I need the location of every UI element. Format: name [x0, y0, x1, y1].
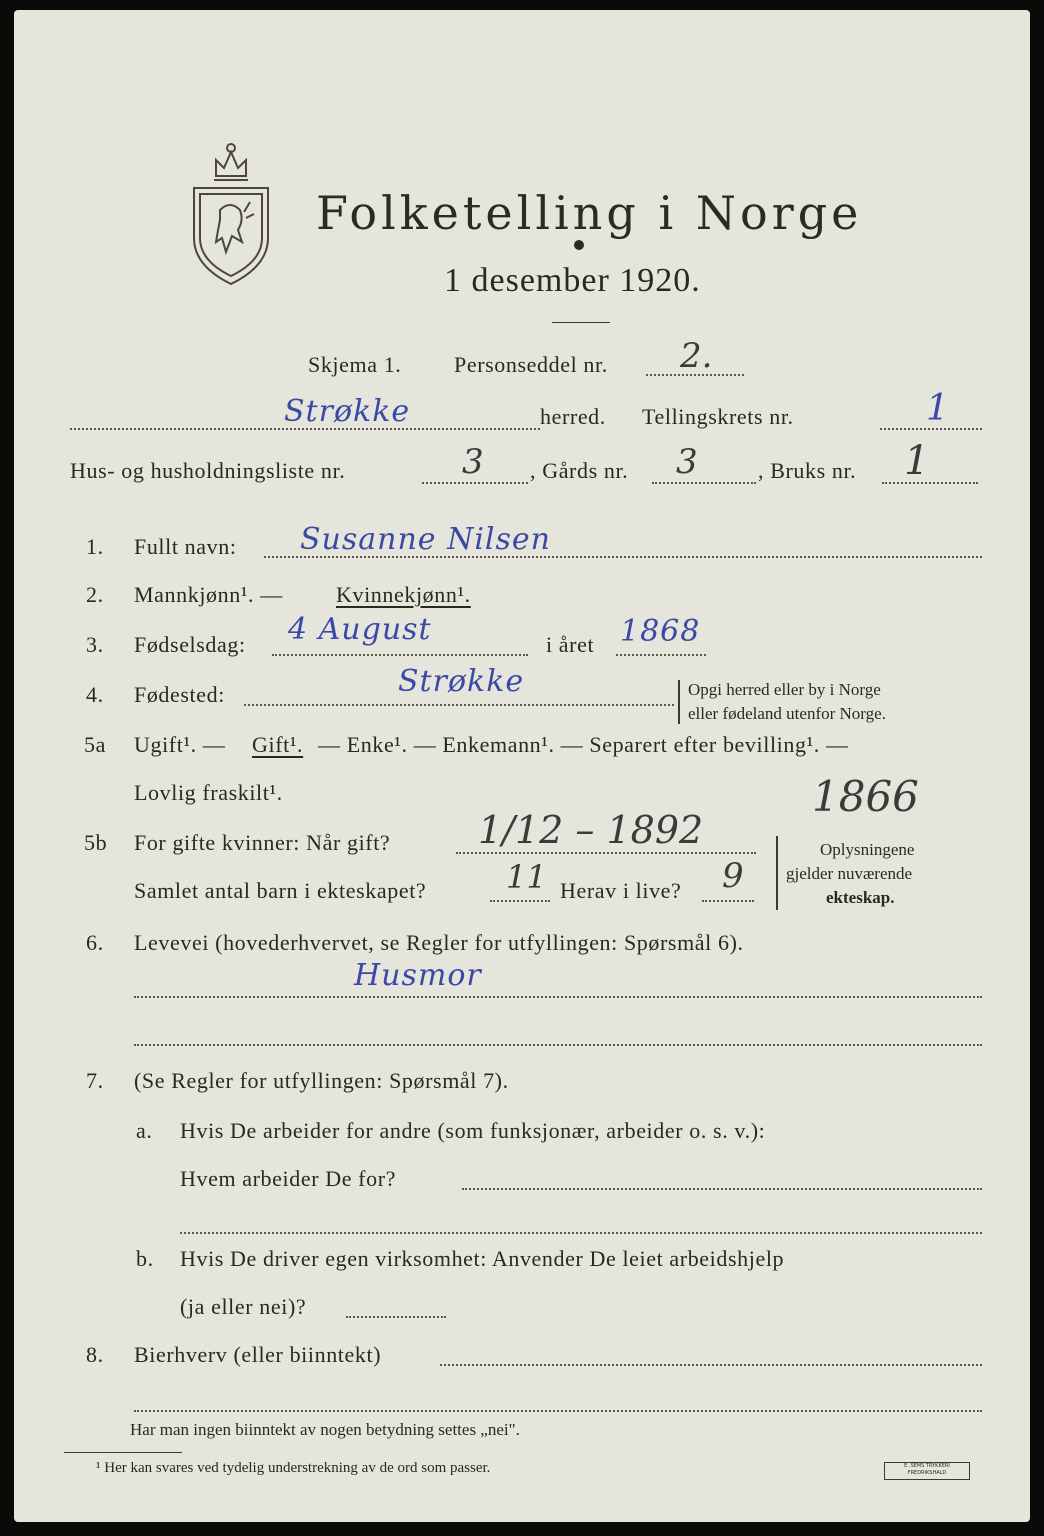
q7a-letter: a.	[136, 1118, 153, 1143]
bruks-label: , Bruks nr.	[758, 458, 857, 483]
q4-note-brace	[678, 680, 680, 724]
personseddel-label: Personseddel nr.	[454, 352, 608, 377]
census-date: 1 desember 1920.	[444, 262, 701, 299]
q6-label: Levevei (hovederhvervet, se Regler for utfyllingen: Spørsmål 6).	[134, 930, 744, 955]
q7a-label: Hvis De arbeider for andre (som funksjonær, arbeider o. s. v.):	[180, 1118, 766, 1143]
norwegian-coat-of-arms-icon	[186, 138, 276, 288]
q5b-note-line2: gjelder nuværende	[786, 864, 913, 883]
q6-line2	[134, 1044, 982, 1046]
q2-number: 2.	[86, 582, 104, 607]
q8-line1	[440, 1364, 982, 1366]
q5b-note-line3: ekteskap.	[826, 888, 895, 907]
footnote: ¹ Her kan svares ved tydelig understrekning av de ord som passer.	[96, 1460, 491, 1476]
q8-line2	[134, 1410, 982, 1412]
q3-year-line	[616, 654, 706, 656]
herred-label: herred.	[540, 404, 606, 429]
q3-label: Fødselsdag:	[134, 632, 246, 657]
marriage-date-value: 1/12 – 1892	[478, 808, 704, 852]
q4-label: Fødested:	[134, 682, 225, 707]
title-dot	[574, 240, 584, 250]
skjema-label: Skjema 1.	[308, 352, 402, 377]
tellingskrets-label: Tellingskrets nr.	[642, 404, 794, 429]
q5a-ugift: Ugift¹. —	[134, 732, 226, 757]
q4-note-line1: Opgi herred eller by i Norge	[688, 680, 881, 699]
birthplace-value: Strøkke	[398, 664, 525, 699]
q2-kvinnekjonn-underlined: Kvinnekjønn¹.	[336, 582, 471, 607]
q7b-label: Hvis De driver egen virksomhet: Anvender De leiet arbeidshjelp	[180, 1246, 785, 1271]
q5b-barn-label: Samlet antal barn i ekteskapet?	[134, 878, 427, 903]
herred-value: Strøkke	[284, 394, 411, 429]
hus-value: 3	[462, 442, 484, 482]
birthyear-value: 1868	[620, 614, 701, 649]
children-count-value: 11	[506, 858, 547, 896]
q4-note-line2: eller fødeland utenfor Norge.	[688, 704, 886, 723]
children-alive-value: 9	[722, 856, 744, 896]
q5b-line	[456, 852, 756, 854]
tellingskrets-value: 1	[926, 388, 950, 429]
q5a-gift-underlined: Gift¹.	[252, 732, 304, 757]
q3-number: 3.	[86, 632, 104, 657]
q5b-live-label: Herav i live?	[560, 878, 682, 903]
q6-line1	[134, 996, 982, 998]
q8-note: Har man ingen biinntekt av nogen betydning settes „nei".	[130, 1420, 520, 1439]
full-name-value: Susanne Nilsen	[300, 522, 551, 557]
q5a-options: — Enke¹. — Enkemann¹. — Separert efter bevilling¹. —	[318, 732, 849, 757]
q5b-number: 5b	[84, 830, 108, 855]
occupation-value: Husmor	[354, 958, 482, 993]
footnote-divider	[64, 1452, 182, 1453]
page-title: Folketelling i Norge	[316, 186, 863, 240]
q3-year-label: i året	[546, 632, 595, 657]
q4-line	[244, 704, 674, 706]
q6-number: 6.	[86, 930, 104, 955]
q5b-note-brace	[776, 836, 778, 910]
q5b-barn-line	[490, 900, 550, 902]
q8-number: 8.	[86, 1342, 104, 1367]
q5b-live-line	[702, 900, 754, 902]
q8-label: Bierhverv (eller biinntekt)	[134, 1342, 382, 1367]
gards-value: 3	[676, 442, 698, 482]
q5a-number: 5a	[84, 732, 106, 757]
q5b-note-line1: Oplysningene	[820, 840, 915, 859]
hus-label: Hus- og husholdningsliste nr.	[70, 458, 346, 483]
q7b-line	[346, 1316, 446, 1318]
q7-number: 7.	[86, 1068, 104, 1093]
title-divider	[552, 322, 610, 323]
personseddel-value: 2.	[680, 336, 713, 376]
bruks-line	[882, 482, 978, 484]
q1-label: Fullt navn:	[134, 534, 237, 559]
q7b-yesno-label: (ja eller nei)?	[180, 1294, 307, 1319]
bruks-value: 1	[904, 438, 930, 484]
q7b-letter: b.	[136, 1246, 154, 1271]
q2-mannkjonn: Mannkjønn¹. —	[134, 582, 283, 607]
q1-number: 1.	[86, 534, 104, 559]
margin-note-year: 1866	[812, 772, 919, 821]
q7a-employer-label: Hvem arbeider De for?	[180, 1166, 396, 1191]
gards-line	[652, 482, 756, 484]
birthdate-value: 4 August	[288, 612, 432, 647]
q7-label: (Se Regler for utfyllingen: Spørsmål 7).	[134, 1068, 509, 1093]
q5b-label: For gifte kvinner: Når gift?	[134, 830, 391, 855]
q7a-line1	[462, 1188, 982, 1190]
q5a-fraskilt: Lovlig fraskilt¹.	[134, 780, 283, 805]
q7a-line2	[180, 1232, 982, 1234]
hus-line	[422, 482, 528, 484]
q3-line	[272, 654, 528, 656]
gards-label: , Gårds nr.	[530, 458, 629, 483]
printer-mark: E. SEMS TRYKKERI FREDRIKSHALD	[884, 1462, 970, 1480]
q4-number: 4.	[86, 682, 104, 707]
